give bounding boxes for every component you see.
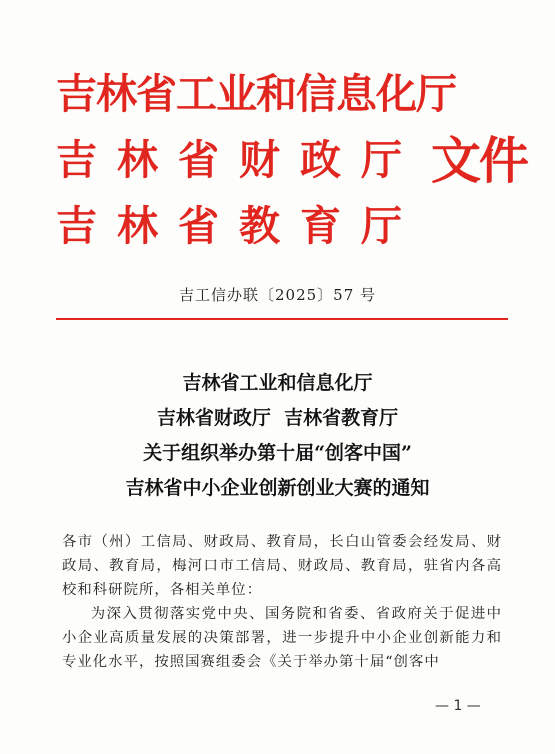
red-separator-line	[56, 318, 508, 320]
document-number: 吉工信办联〔2025〕57 号	[178, 286, 377, 304]
title-line-4: 吉林省中小企业创新创业大赛的通知	[125, 477, 430, 499]
page-number: — 1 —	[435, 698, 481, 714]
masthead-agency-2: 吉林省财政厅	[56, 136, 422, 184]
body-paragraph: 为深入贯彻落实党中央、国务院和省委、省政府关于促进中小企业高质量发展的决策部署，进一步提升中小企业创新能力和专业化水平，按照国赛组委会《关于举办第十届“创客中	[62, 606, 502, 670]
masthead-document-suffix: 文件	[431, 131, 527, 190]
title-line-3: 关于组织举办第十届“创客中国”	[143, 442, 412, 464]
masthead-agency-3: 吉林省教育厅	[56, 202, 422, 250]
document-title	[0, 366, 555, 506]
title-line-1: 吉林省工业和信息化厅	[182, 372, 373, 394]
addressees-paragraph: 各市（州）工信局、财政局、教育局，长白山管委会经发局、财政局、教育局，梅河口市工信局、财政局、教育局，驻省内各高校和科研院所，各相关单位：	[62, 534, 502, 598]
masthead-agency-1: 吉林省工业和信息化厅	[56, 70, 456, 118]
document-body	[62, 530, 502, 674]
title-line-2: 吉林省财政厅 吉林省教育厅	[156, 407, 399, 429]
